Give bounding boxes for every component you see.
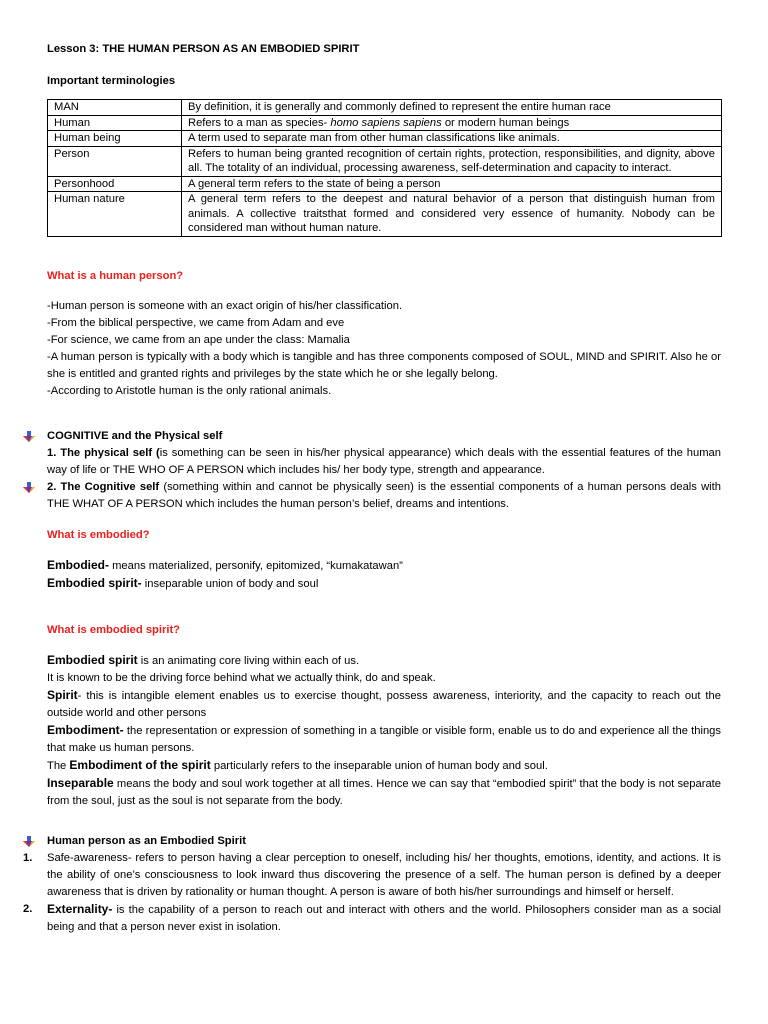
list-item: [1, 901, 721, 936]
table-row: [48, 192, 722, 237]
text-line: It is known to be the driving force behind what we actually think, do and speak.: [47, 671, 436, 684]
document-page: [23, 40, 722, 936]
definition-cell: By definition, it is generally and commonly defined to represent the entire human race: [182, 100, 722, 116]
human-person-paragraph: [47, 298, 721, 400]
body-text: the representation or expression of something in a tangible or visible form, enable us to do and experience all the things that make us human persons.: [47, 724, 721, 754]
item-text: Safe-awareness- refers to person having a clear perception to oneself, including his/ her thoughts, emotions, identity, and actions. It is the ability of one’s consciousness to look inward thus discovering the presence of a self. The human person is defined by a deeper awareness that is driven by rationality or human thought. A person is aware of both his/her surroundings and himself or herself.: [47, 851, 721, 898]
body-text: means the body and soul work together at all times. Hence we can say that “embodied spirit” that the body is not separate from the soul, just as the soul is not separate from the body.: [47, 777, 721, 807]
list-item: [1, 445, 721, 479]
definition-cell: A general term refers to the state of being a person: [182, 176, 722, 192]
term-cell: Human being: [48, 131, 182, 147]
body-text: - this is intangible element enables us to exercise thought, possess awareness, interiority, and the capacity to reach out the outside world and other persons: [47, 689, 721, 719]
text-line: -For science, we came from an ape under the class: Mamalia: [47, 333, 350, 346]
embodied-term: Embodied-: [47, 557, 109, 572]
physical-self-label: 1. The physical self (: [47, 446, 160, 459]
body-text: is an animating core living within each of us.: [137, 654, 360, 667]
table-row: [48, 176, 722, 192]
definition-cell: A general term refers to the deepest and natural behavior of a person that distinguish human from animals. A collective traitsthat formed and considered very essence of humanity. Nobody can be considered man without human nature.: [182, 192, 722, 237]
physical-self-text: is something can be seen in his/her physical appearance) which deals with the essential features of the human way of life or THE WHO OF A PERSON which includes his/ her body type, strength and appearance.: [47, 446, 722, 476]
table-row: [48, 100, 722, 116]
term-cell: Human nature: [48, 192, 182, 237]
body-text: The: [47, 759, 70, 772]
list-item: [1, 850, 721, 901]
text-line: [47, 575, 721, 593]
term-cell: Human: [48, 115, 182, 131]
section-heading-human-person: What is a human person?: [47, 269, 184, 282]
bold-term: Spirit: [47, 687, 78, 702]
text-line: -From the biblical perspective, we came from Adam and eve: [47, 316, 345, 329]
item-number: 2.: [23, 902, 33, 915]
list-item: [1, 428, 721, 445]
text-line: -According to Aristotle human is the only rational animals.: [47, 384, 332, 397]
item-text: is the capability of a person to reach out and interact with others and the world. Philosophers consider man as a social being and that a person never exist in isolation.: [47, 903, 721, 933]
terminologies-heading: Important terminologies: [47, 75, 176, 87]
item-number: 1.: [23, 851, 33, 864]
term-cell: MAN: [48, 100, 182, 116]
item-bold-term: Externality-: [47, 901, 113, 916]
body-text: particularly refers to the inseparable union of human body and soul.: [210, 759, 548, 772]
text-line: -Human person is someone with an exact origin of his/her classification.: [47, 299, 403, 312]
definition-italic: homo sapiens sapiens: [330, 116, 442, 129]
text-line: [47, 557, 721, 575]
text-line: [47, 687, 721, 722]
text-line: [47, 722, 721, 757]
term-cell: Person: [48, 146, 182, 176]
cognitive-self-text: (something within and cannot be physically seen) is the essential components of a human persons deals with THE WHAT OF A PERSON which includes the human person’s belief, dreams and intentions.: [47, 480, 721, 510]
bold-term: Embodiment of the spirit: [69, 757, 211, 772]
bold-term: Embodiment-: [47, 722, 124, 737]
down-arrow-bullet-icon: [22, 482, 36, 494]
section-heading-embodied-spirit: What is embodied spirit?: [47, 623, 181, 636]
term-cell: Personhood: [48, 176, 182, 192]
table-row: [48, 115, 722, 131]
down-arrow-bullet-icon: [22, 836, 36, 848]
embodied-spirit-list-title: Human person as an Embodied Spirit: [47, 834, 246, 847]
embodied-spirit-heading-list: [1, 833, 721, 850]
embodied-spirit-numbered-list: [1, 850, 721, 936]
definition-text: or modern human beings: [441, 116, 570, 129]
embodied-definitions: [47, 557, 721, 593]
definition-cell: A term used to separate man from other human classifications like animals.: [182, 131, 722, 147]
cognitive-list: [1, 428, 721, 513]
definition-cell: [182, 115, 722, 131]
embodied-definition: means materialized, personify, epitomized, “kumakatawan”: [109, 559, 403, 572]
text-line: [47, 652, 721, 670]
bold-term: Inseparable: [47, 775, 114, 790]
table-row: [48, 146, 722, 176]
down-arrow-bullet-icon: [22, 431, 36, 443]
cognitive-title: COGNITIVE and the Physical self: [47, 429, 223, 442]
definition-cell: Refers to human being granted recognition of certain rights, protection, responsibilities, and dignity, above all. The totality of an individual, processing awareness, self-determination and capacity to interact.: [182, 146, 722, 176]
embodied-spirit-paragraph: [47, 652, 721, 810]
text-line: [47, 775, 721, 810]
list-item: [1, 833, 721, 850]
embodied-spirit-term: Embodied spirit-: [47, 575, 142, 590]
embodied-spirit-definition: inseparable union of body and soul: [141, 577, 319, 590]
text-line: [47, 757, 721, 775]
cognitive-self-label: 2. The Cognitive self: [47, 480, 160, 493]
table-row: [48, 131, 722, 147]
list-item: [1, 479, 721, 513]
bold-term: Embodied spirit: [47, 652, 138, 667]
definition-text: Refers to a man as species-: [188, 116, 331, 129]
terminology-table: [47, 99, 722, 237]
lesson-title: Lesson 3: THE HUMAN PERSON AS AN EMBODIED SPIRIT: [47, 43, 360, 55]
section-heading-embodied: What is embodied?: [47, 528, 150, 541]
text-line: -A human person is typically with a body which is tangible and has three components composed of SOUL, MIND and SPIRIT. Also he or she is entitled and granted rights and privileges by the state which he or she legally belong.: [47, 350, 721, 380]
